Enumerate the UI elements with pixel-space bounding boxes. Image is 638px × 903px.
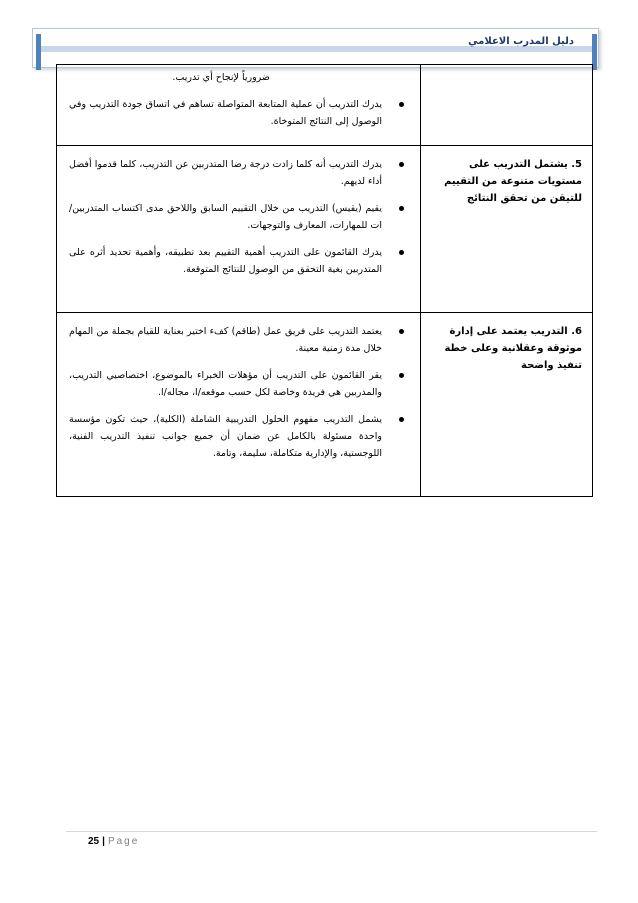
- bullet-icon: [399, 102, 404, 107]
- criterion-cell: [421, 313, 593, 497]
- criterion-text: 6. التدريب يعتمد على إدارة موثوقة وعقلانية وعلى خطة تنفيذ واضحة: [444, 326, 582, 371]
- page-number: 25: [88, 836, 100, 847]
- criterion-cell: [421, 65, 593, 146]
- table-row: [57, 313, 593, 497]
- continued-text: ضرورياً لإنجاح أي تدريب.: [172, 72, 270, 83]
- bullet-list: [57, 86, 420, 138]
- criterion-cell: [421, 146, 593, 313]
- bullet-icon: [399, 329, 404, 334]
- bullet-icon: [399, 250, 404, 255]
- list-item: يشمل التدريب مفهوم الحلول التدريبية الشاملة (الكلية)، حيث تكون مؤسسة واحدة مسئولة بالكامل عن ضمان أن جميع جوانب تنفيذ التدريب الفنية، اللوجستية، والإدارية متكاملة، سليمة، وتامة.: [69, 411, 410, 462]
- criterion-text: [421, 65, 592, 75]
- list-item: يدرك التدريب أنه كلما زادت درجة رضا المتدربين عن التدريب، كلما قدموا أفضل أداء لديهم.: [69, 156, 410, 190]
- bullet-list: [57, 313, 420, 470]
- content-table: [56, 64, 593, 497]
- header-accent-left: [36, 34, 41, 70]
- page-label: Page: [107, 836, 140, 847]
- list-item: يعتمد التدريب على فريق عمل (طاقم) كفء اختير بعناية للقيام بجملة من المهام خلال مدة زمنية معينة.: [69, 323, 410, 357]
- bullet-icon: [399, 373, 404, 378]
- criterion-text: 5. يشتمل التدريب على مستويات متنوعة من التقييم للتيقن من تحقق النتائج: [444, 159, 582, 204]
- table-row: [57, 146, 593, 313]
- bullet-list: [57, 146, 420, 286]
- details-cell: [57, 65, 421, 146]
- footer-separator: |: [102, 836, 105, 847]
- list-item: يقر القائمون على التدريب أن مؤهلات الخبراء بالموضوع، اختصاصيي التدريب، والمدربين هي فريدة وخاصة لكل حسب موقعه/ا، مجاله/ا.: [69, 367, 410, 401]
- list-item: يقيم (يقيس) التدريب من خلال التقييم السابق واللاحق مدى اكتساب المتدربين/ات للمهارات، المعارف والتوجهات.: [69, 200, 410, 234]
- header-title: دليل المدرب الاعلامي: [468, 36, 574, 47]
- list-item: يدرك القائمون على التدريب أهمية التقييم بعد تطبيقه، وأهمية تحديد أثره على المتدربين بغية التحقق من الوصول للنتائج المتوقعة.: [69, 244, 410, 278]
- bullet-icon: [399, 206, 404, 211]
- bullet-icon: [399, 162, 404, 167]
- list-item: يدرك التدريب أن عملية المتابعة المتواصلة تساهم في اتساق جودة التدريب وفي الوصول إلى النتائج المتوخاة.: [69, 96, 410, 130]
- page-footer: [88, 836, 139, 847]
- details-cell: [57, 313, 421, 497]
- table-row: [57, 65, 593, 146]
- details-cell: [57, 146, 421, 313]
- bullet-icon: [399, 417, 404, 422]
- footer-divider: [66, 831, 597, 832]
